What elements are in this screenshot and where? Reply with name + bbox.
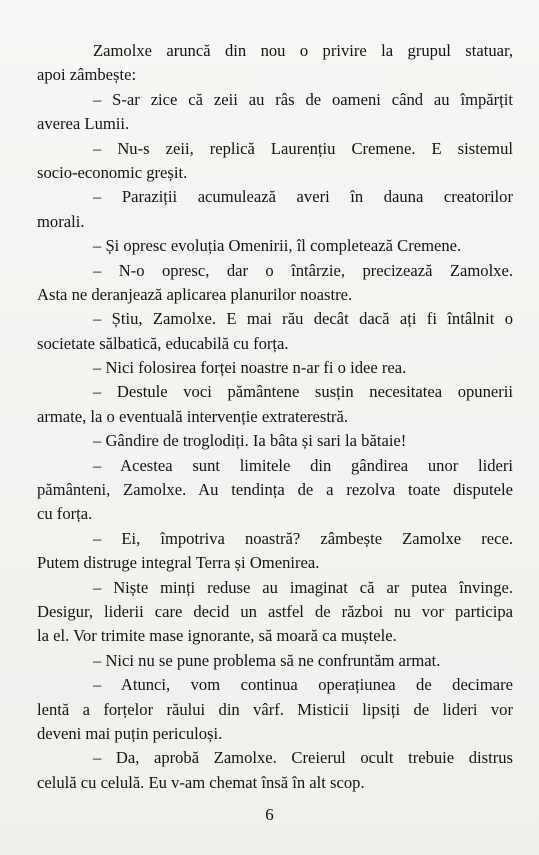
text-line: – Nici nu se pune problema să ne confruntăm armat. bbox=[93, 650, 441, 670]
text-line: – Niște minți reduse au imaginat că ar putea învinge. bbox=[93, 577, 513, 597]
text-line: – Gândire de troglodiți. Ia bâta și sari la bătaie! bbox=[93, 431, 407, 451]
text-line: Asta ne deranjează aplicarea planurilor noastre. bbox=[37, 284, 353, 304]
text-line: – Și opresc evoluția Omenirii, îl completează Cremene. bbox=[93, 236, 462, 256]
text-line: armate, la o eventuală intervenție extraterestră. bbox=[37, 406, 348, 426]
text-line: cu forța. bbox=[37, 504, 93, 524]
text-line: morali. bbox=[37, 211, 85, 231]
text-line: – Nu-s zeii, replică Laurențiu Cremene. E sistemul bbox=[93, 138, 513, 158]
page-number: 6 bbox=[265, 805, 274, 824]
text-line: lentă a forțelor răului din vârf. Misticii lipsiți de lideri vor bbox=[37, 699, 513, 719]
text-line: apoi zâmbește: bbox=[37, 65, 137, 85]
text-line: celulă cu celulă. Eu v-am chemat însă în alt scop. bbox=[37, 772, 365, 792]
text-line: deveni mai puțin periculoși. bbox=[37, 723, 223, 743]
text-line: pământeni, Zamolxe. Au tendința de a rezolva toate disputele bbox=[37, 480, 513, 500]
text-line: – N-o opresc, dar o întârzie, precizează Zamolxe. bbox=[93, 260, 513, 280]
text-line: – Destule voci pământene susțin necesitatea opunerii bbox=[93, 382, 513, 402]
text-line: – Acestea sunt limitele din gândirea unor lideri bbox=[93, 455, 513, 475]
text-line: Putem distruge integral Terra și Omenirea. bbox=[37, 553, 320, 573]
text-line: – Atunci, vom continua operațiunea de decimare bbox=[93, 675, 513, 695]
text-line: socio-economic greșit. bbox=[37, 162, 188, 182]
text-line: Zamolxe aruncă din nou o privire la grupul statuar, bbox=[93, 41, 513, 60]
text-line: Desigur, liderii care decid un astfel de război nu vor participa bbox=[37, 601, 513, 621]
text-line: – Paraziții acumulează averi în dauna creatorilor bbox=[93, 187, 513, 207]
text-line: – Da, aprobă Zamolxe. Creierul ocult trebuie distrus bbox=[93, 748, 513, 768]
text-line: – Ei, împotriva noastră? zâmbește Zamolxe rece. bbox=[93, 528, 513, 548]
text-line: – Nici folosirea forței noastre n-ar fi o idee rea. bbox=[93, 358, 407, 378]
text-line: la el. Vor trimite mase ignorante, să moară ca muștele. bbox=[37, 626, 397, 646]
text-line: – S-ar zice că zeii au râs de oameni când au împărțit bbox=[93, 89, 513, 109]
text-line: averea Lumii. bbox=[37, 114, 130, 134]
text-line: societate sălbatică, educabilă cu forța. bbox=[37, 333, 289, 353]
text-line: – Știu, Zamolxe. E mai rău decât dacă ați fi întâlnit o bbox=[93, 309, 513, 329]
body-text bbox=[37, 39, 513, 795]
